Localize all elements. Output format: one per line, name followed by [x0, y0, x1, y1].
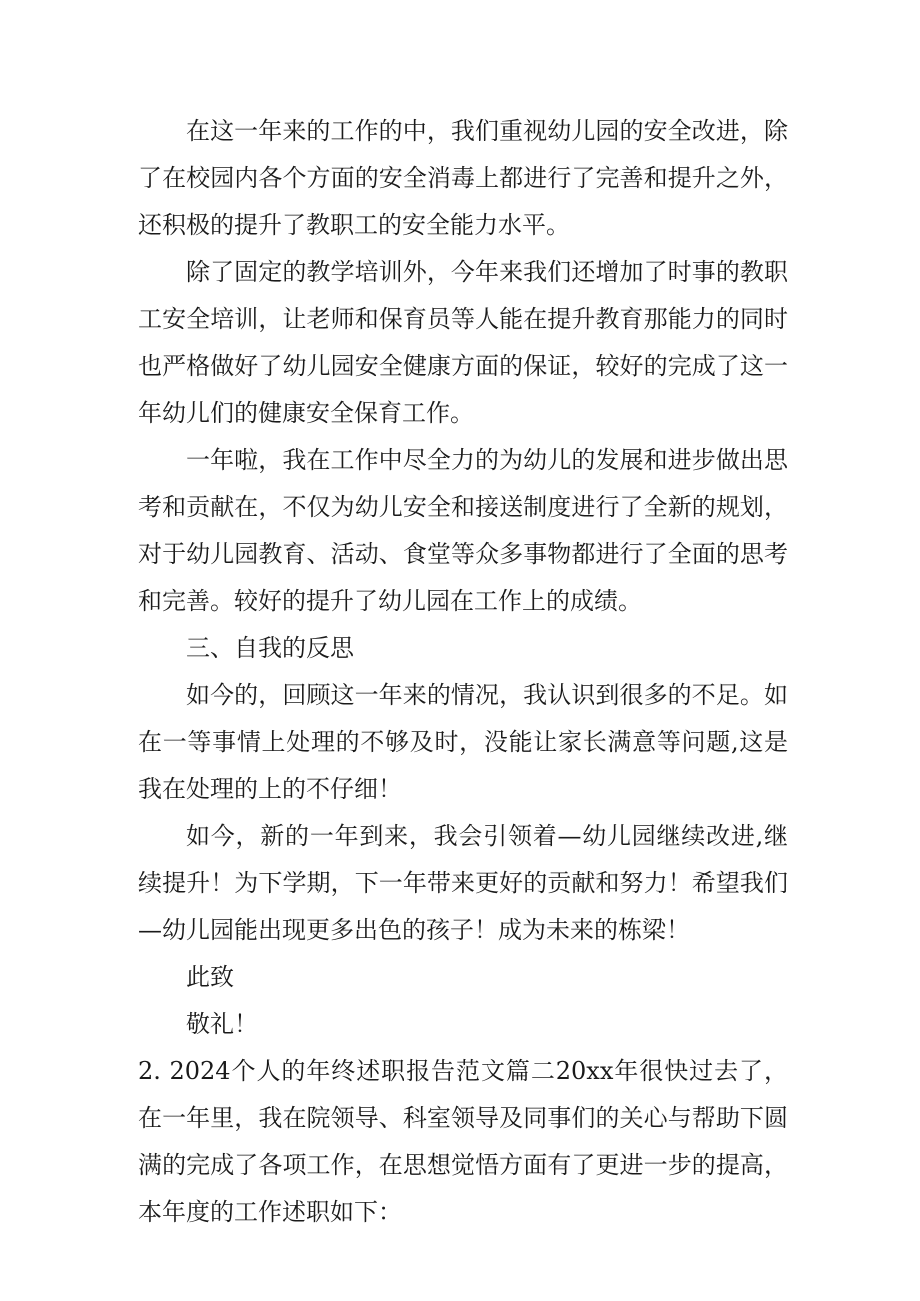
closing-regards: 敬礼！	[186, 1010, 258, 1038]
paragraph-reflection: 如今的，回顾这一年来的情况，我认识到很多的不足。如在一等事情上处理的不够及时，没能让家长满意等问题,这是我在处理的上的不仔细！	[138, 681, 788, 803]
paragraph-yearly-contribution: 一年啦，我在工作中尽全力的为幼儿的发展和进步做出思考和贡献在，不仅为幼儿安全和接送制度进行了全新的规划，对于幼儿园教育、活动、食堂等众多事物都进行了全面的思考和完善。较好的提升了幼儿园在工作上的成绩。	[138, 446, 788, 615]
section-heading: 三、自我的反思	[186, 634, 354, 662]
closing-salutation: 此致	[186, 963, 234, 991]
paragraph-new-year: 如今，新的一年到来，我会引领着—幼儿园继续改进,继续提升！为下学期，下一年带来更好的贡献和努力！希望我们—幼儿园能出现更多出色的孩子！成为未来的栋梁！	[138, 822, 788, 944]
paragraph-next-article: 2. 2024个人的年终述职报告范文篇二20xx年很快过去了，在一年里，我在院领导、科室领导及同事们的关心与帮助下圆满的完成了各项工作，在思想觉悟方面有了更进一步的提高，本年度的工作述职如下：	[138, 1057, 788, 1226]
document-body	[138, 108, 788, 1236]
paragraph-safety-improvement: 在这一年来的工作的中，我们重视幼儿园的安全改进，除了在校园内各个方面的安全消毒上都进行了完善和提升之外，还积极的提升了教职工的安全能力水平。	[138, 117, 788, 239]
paragraph-safety-training: 除了固定的教学培训外，今年来我们还增加了时事的教职工安全培训，让老师和保育员等人能在提升教育那能力的同时也严格做好了幼儿园安全健康方面的保证，较好的完成了这一年幼儿们的健康安全保育工作。	[138, 258, 788, 427]
